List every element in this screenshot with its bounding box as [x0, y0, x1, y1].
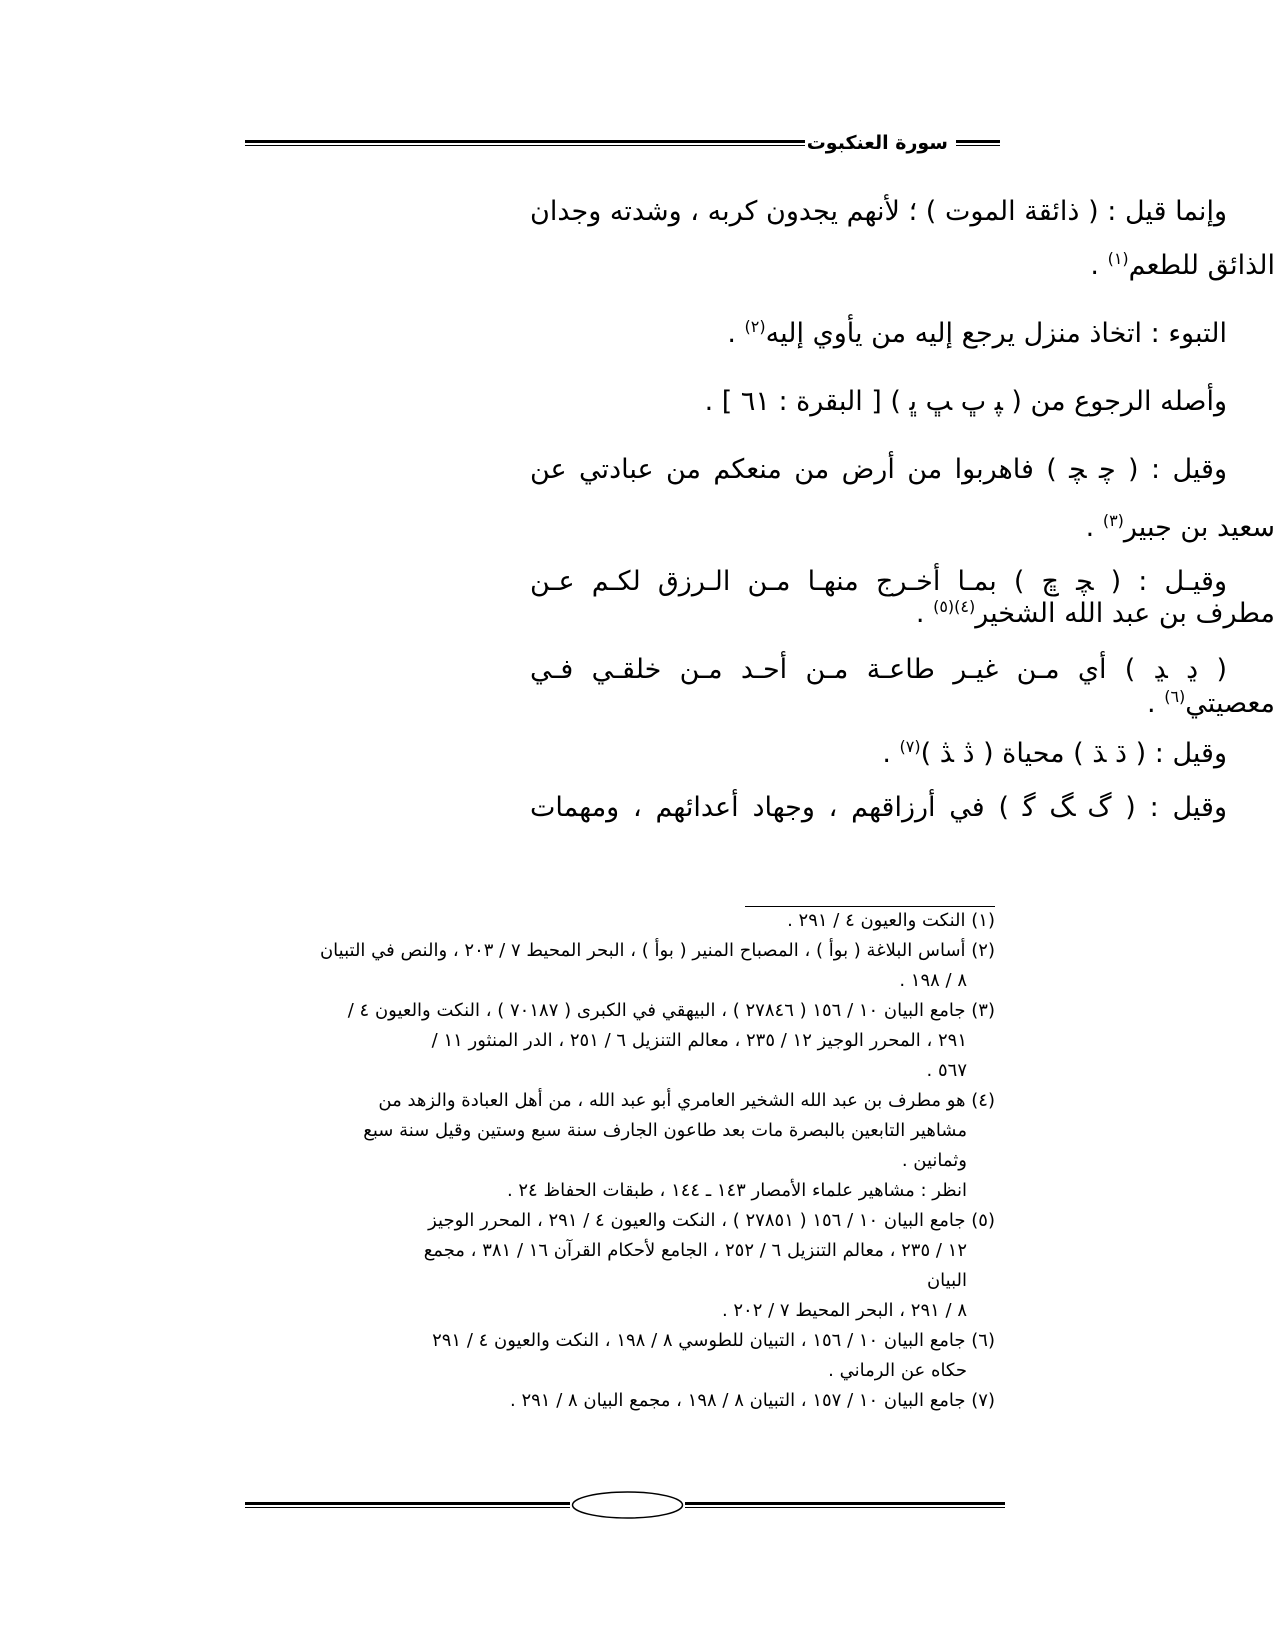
footnotes: [250, 906, 995, 1416]
page-header: [245, 128, 1000, 158]
body-line-7: وقيـل : ( ﭽ ﭾ ) بمـا أخـرج منهـا مـن الـرزق لكـم عـن: [530, 566, 1227, 597]
footnote-5: (٥) جامع البيان ١٠ / ١٥٦ ( ٢٧٨٥١ ) ، النكت والعيون ٤ / ٢٩١ ، المحرر الوجيز ١٢ / ٢٣٥ ، معالم التنزيل ٦ / ٢٥٢ ، الجامع لأحكام القرآن ١٦ / ٣٨١ ، مجمع البيان ٨ / ٢٩١ ، البحر المحيط ٧ / ٢٠٢ .: [423, 1210, 995, 1321]
footnote-ref: (٣): [1102, 511, 1124, 530]
body-line-9: ( ﮂ ﮃ ) أي مـن غيـر طاعـة مـن أحـد مـن خلقـي فـي: [530, 654, 1227, 685]
footnote-3: (٣) جامع البيان ١٠ / ١٥٦ ( ٢٧٨٤٦ ) ، البيهقي في الكبرى ( ٧٠١٨٧ ) ، النكت والعيون ٤ / ٢٩١ ، المحرر الوجيز ١٢ / ٢٣٥ ، معالم التنزيل ٦ / ٢٥١ ، الدر المنثور ١١ / ٥٦٧ .: [347, 1000, 995, 1081]
body-line-6: سعيد بن جبير$^{(٣)}$ .: [1085, 511, 1275, 543]
footer-rule-left: [245, 1502, 570, 1508]
body-line-8: مطرف بن عبد الله الشخير$^{(٤)(٥)}$ .: [915, 597, 1275, 629]
page-number-oval: [570, 1490, 685, 1520]
body-line-1: وإنما قيل : ( ذائقة الموت ) ؛ لأنهم يجدون كربه ، وشدته وجدان: [530, 196, 1227, 227]
body-line-3: التبوء : اتخاذ منزل يرجع إليه من يأوي إليه$^{(٢)}$ .: [727, 317, 1227, 349]
footnote-ref: (٦): [1164, 687, 1186, 706]
footnote-6: (٦) جامع البيان ١٠ / ١٥٦ ، التبيان للطوسي ٨ / ١٩٨ ، النكت والعيون ٤ / ٢٩١ حكاه عن الرماني .: [432, 1330, 995, 1381]
footnote-ref: (٢): [744, 317, 766, 336]
header-rule-right: [956, 140, 1000, 146]
header-title: سورة العنكبوت: [806, 132, 948, 154]
body-line-11: وقيل : ( ﮄ ﮅ ) محياة ( ﮆ ﮇ )$^{(٧)}$ .: [882, 737, 1227, 769]
header-rule-left: [245, 140, 805, 146]
footnote-7: (٧) جامع البيان ١٠ / ١٥٧ ، التبيان ٨ / ١٩٨ ، مجمع البيان ٨ / ٢٩١ .: [510, 1390, 995, 1411]
body-line-12: وقيل : ( ﮒ ﮓ ﮔ ) في أرزاقهم ، وجهاد أعدائهم ، ومهمات: [530, 792, 1227, 823]
footnote-ref: (١): [1107, 249, 1129, 268]
footer-rule-right: [685, 1502, 1005, 1508]
body-line-10: معصيتي$^{(٦)}$ .: [1147, 687, 1275, 719]
footnote-4: (٤) هو مطرف بن عبد الله الشخير العامري أبو عبد الله ، من أهل العبادة والزهد من مشاهير التابعين بالبصرة مات بعد طاعون الجارف سنة سبع وستين وقيل سنة سبع وثمانين . انظر : مشاهير علماء الأمصار ١٤٣ ـ ١٤٤ ، طبقات الحفاظ ٢٤ .: [363, 1090, 995, 1201]
body-line-4: وأصله الرجوع من ( ﭙ ﭚ ﭛ ﭜ ) [ البقرة : ٦١ ] .: [704, 386, 1227, 417]
page-footer: [245, 1488, 1005, 1528]
footnote-ref: (٧): [899, 737, 921, 756]
footnote-2: (٢) أساس البلاغة ( بوأ ) ، المصباح المنير ( بوأ ) ، البحر المحيط ٧ / ٢٠٣ ، والنص في التبيان ٨ / ١٩٨ .: [319, 940, 995, 991]
body-line-5: وقيل : ( ﭼ ﭽ ) فاهربوا من أرض من منعكم من عبادتي عن: [530, 454, 1227, 485]
footnote-1: (١) النكت والعيون ٤ / ٢٩١ .: [787, 910, 995, 931]
footnote-ref: (٤)(٥): [933, 597, 976, 616]
body-line-2: الذائق للطعم$^{(١)}$ .: [1090, 249, 1275, 281]
